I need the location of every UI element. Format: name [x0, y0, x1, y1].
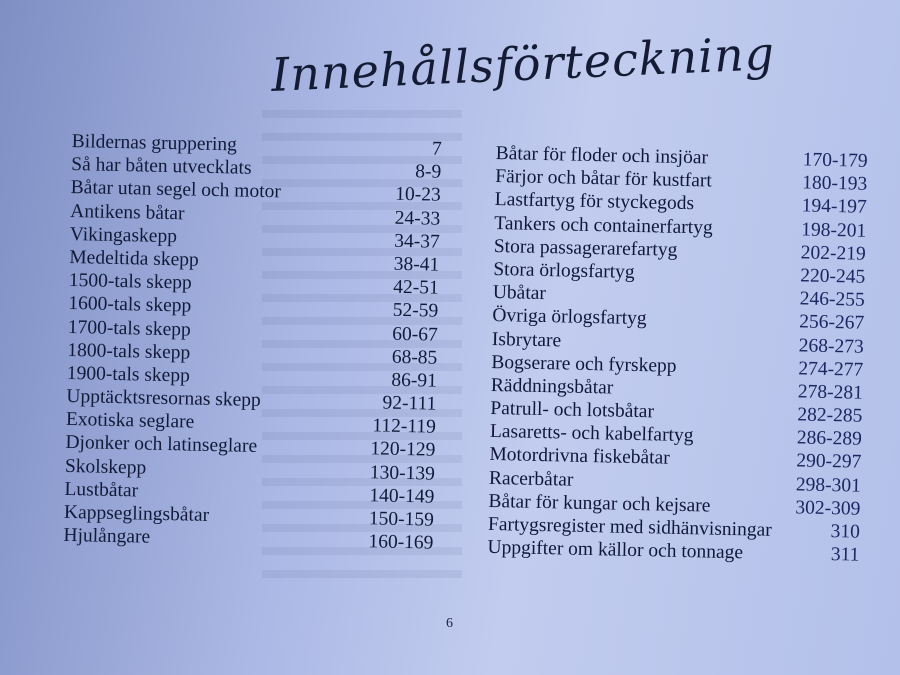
toc-column-right — [487, 142, 868, 567]
toc-entry-pages: 38-41 — [393, 253, 440, 276]
toc-entry-pages: 150-159 — [368, 508, 435, 531]
toc-entry-title: Färjor och båtar för kustfart — [495, 166, 713, 192]
toc-entry-pages: 286-289 — [796, 427, 863, 450]
toc-entry-title: Stora passagerarefartyg — [493, 235, 678, 261]
toc-entry-title: Övriga örlogsfartyg — [492, 305, 647, 330]
toc-entry-pages: 170-179 — [802, 149, 868, 172]
toc-entry-title: Fartygsregister med sidhänvisningar — [487, 513, 772, 541]
toc-entry-title: Upptäcktsresornas skepp — [66, 386, 262, 412]
toc-entry-title: 1500-tals skepp — [68, 270, 192, 294]
toc-entry-pages: 194-197 — [801, 195, 867, 219]
toc-entry-title: Så har båten utvecklats — [71, 154, 252, 179]
toc-entry-title: Stora örlogsfartyg — [493, 258, 635, 283]
toc-entry-title: Ubåtar — [492, 282, 547, 305]
toc-entry-pages: 24-33 — [394, 207, 441, 230]
toc-entry-title: Motordrivna fiskebåtar — [489, 444, 670, 470]
toc-entry-title: Lasaretts- och kabelfartyg — [489, 421, 694, 447]
toc-entry-title: Exotiska seglare — [65, 409, 195, 433]
toc-entry-pages: 42-51 — [393, 276, 439, 299]
toc-entry-pages: 8-9 — [414, 161, 442, 183]
toc-entry-pages: 10-23 — [394, 184, 441, 207]
toc-entry-pages: 130-139 — [369, 461, 436, 485]
toc-entry-pages: 86-91 — [391, 369, 438, 392]
toc-entry-pages: 256-267 — [799, 311, 865, 335]
toc-entry-title: 1800-tals skepp — [67, 339, 191, 364]
toc-entry-title: Medeltida skepp — [69, 246, 199, 271]
toc-entry-title: Kappseglingsbåtar — [63, 501, 210, 526]
toc-entry-title: Djonker och latinseglare — [65, 432, 258, 458]
toc-entry-pages: 60-67 — [392, 323, 439, 346]
toc-entry-title: Båtar för floder och insjöar — [495, 142, 709, 169]
toc-entry-pages: 274-277 — [798, 358, 864, 381]
page-title: Innehållsförteckning — [270, 26, 777, 102]
toc-entry-title: Isbrytare — [491, 328, 562, 351]
toc-entry-pages: 298-301 — [795, 473, 862, 497]
toc-entry-title: Bildernas gruppering — [71, 130, 238, 156]
toc-entry-pages: 112-119 — [372, 415, 437, 438]
toc-entry-pages: 290-297 — [796, 450, 862, 474]
toc-entry-pages: 7 — [431, 138, 442, 160]
toc-entry-pages: 311 — [830, 544, 860, 566]
toc-entry-pages: 220-245 — [800, 265, 866, 288]
toc-entry-pages: 198-201 — [801, 218, 867, 242]
toc-entry-title: Bogserare och fyrskepp — [491, 351, 677, 377]
toc-entry-pages: 52-59 — [392, 300, 439, 323]
toc-entry-title: Lastfartyg för styckegods — [494, 189, 695, 215]
toc-entry-pages: 282-285 — [797, 404, 863, 427]
toc-entry-title: Hjulångare — [63, 525, 151, 548]
toc-entry-pages: 202-219 — [800, 242, 866, 265]
toc-entry-pages: 140-149 — [369, 485, 435, 508]
toc-entry-title: Tankers och containerfartyg — [494, 212, 713, 239]
toc-entry-title: Antikens båtar — [70, 200, 185, 224]
toc-entry-title: Vikingaskepp — [69, 223, 178, 247]
toc-entry-pages: 310 — [830, 521, 861, 543]
toc-entry-title: Båtar utan segel och motor — [70, 177, 282, 203]
toc-entry-pages: 160-169 — [368, 531, 434, 554]
toc-entry-pages: 34-37 — [394, 230, 440, 253]
toc-entry-title: Skolskepp — [64, 455, 147, 479]
toc-entry-title: 1700-tals skepp — [67, 316, 192, 341]
toc-entry-title: Lustbåtar — [64, 478, 139, 502]
toc-entry-pages: 302-309 — [795, 497, 861, 520]
toc-entry-pages: 120-129 — [370, 438, 436, 462]
toc-entry-title: Båtar för kungar och kejsare — [488, 490, 711, 517]
toc-entry-title: Uppgifter om källor och tonnage — [487, 537, 744, 564]
toc-entry-pages: 180-193 — [801, 172, 868, 195]
toc-entry-pages: 268-273 — [798, 334, 865, 358]
toc-entry-title: 1900-tals skepp — [66, 362, 191, 387]
toc-entry-pages: 68-85 — [391, 346, 438, 369]
toc-column-left — [63, 130, 442, 555]
toc-entry-title: Räddningsbåtar — [490, 374, 614, 399]
toc-entry-pages: 246-255 — [799, 288, 865, 311]
toc-entry-title: 1600-tals skepp — [68, 293, 192, 317]
toc-entry-title: Patrull- och lotsbåtar — [490, 398, 655, 423]
toc-entry-pages: 278-281 — [797, 381, 864, 404]
toc-entry-pages: 92-111 — [382, 392, 437, 415]
toc-entry-title: Racerbåtar — [488, 467, 574, 491]
page-number: 6 — [446, 616, 453, 631]
